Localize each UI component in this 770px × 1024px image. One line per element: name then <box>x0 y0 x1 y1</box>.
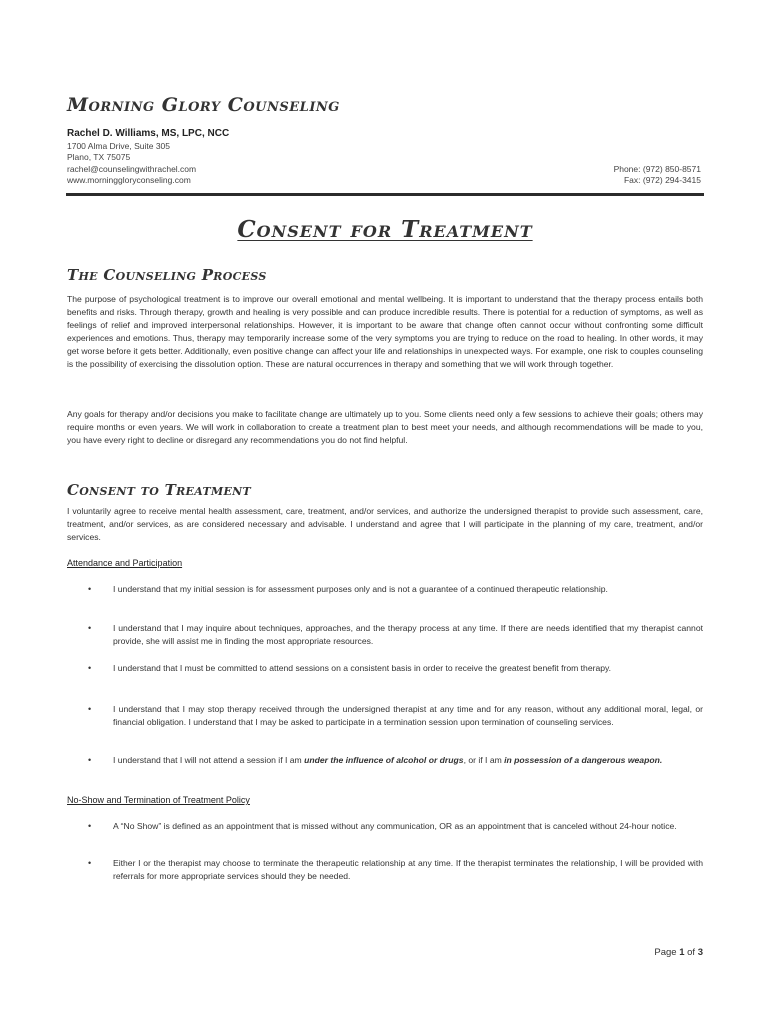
bullet-icon: • <box>88 858 92 868</box>
bullet-icon: • <box>88 704 92 714</box>
list-item: • Either I or the therapist may choose to terminate the therapeutic relationship at any time. If the therapist terminates the relationship, I will be provided with referrals for more appropriate services should they be needed. <box>88 858 703 881</box>
emphasis-weapon: in possession of a dangerous weapon. <box>504 755 663 765</box>
list-item: • I understand that I may stop therapy received through the undersigned therapist at any time and for any reason, without any additional moral, legal, or financial obligation. I understand that I may be asked to participate in a termination session upon termination of counseling services. <box>88 704 703 727</box>
counseling-process-paragraph-1: The purpose of psychological treatment is to improve our overall emotional and mental wellbeing. It is important to understand that the therapy process entails both benefits and risks. Through therapy, growth and healing is very possible and can produce incredible results. There is potential for a reduction of symptoms, as well as feelings of relief and improved interpersonal relationships. However, it is important to be aware that change often cannot occur without confronting some difficult experiences and emotions. Thus, therapy may temporarily increase some of the very symptoms you are trying to reduce on the road to healing. In other words, it may get worse before it gets better. Additionally, even positive change can affect your life and relationships in unexpected ways. For example, one risk to couples counseling is the possibility of exercising the dissolution option. These are natural occurrences in therapy and something that we will work through together. <box>67 294 703 369</box>
page-number: Page 1 of 3 <box>654 947 703 958</box>
header-divider <box>66 193 704 196</box>
address-line-1: 1700 Alma Drive, Suite 305 <box>67 141 171 151</box>
counseling-process-paragraph-2: Any goals for therapy and/or decisions you make to facilitate change are ultimately up to you. Some clients need only a few sessions to achieve their goals; others may require months or even years. We will work in collaboration to create a treatment plan to best meet your needs, and although recommendations will be made to you, you have every right to decline or disregard any recommendations you do not find helpful. <box>67 409 703 445</box>
bullet-icon: • <box>88 821 92 831</box>
email: rachel@counselingwithrachel.com <box>67 164 197 174</box>
practice-name: Morning Glory Counseling <box>67 94 340 116</box>
bullet-icon: • <box>88 663 92 673</box>
list-item: • I understand that I must be committed to attend sessions on a consistent basis in order to receive the greatest benefit from therapy. <box>88 663 612 673</box>
section-heading-consent-to-treatment: Consent to Treatment <box>67 481 251 499</box>
website: www.morninggloryconseling.com <box>67 175 191 185</box>
list-item: • I understand that my initial session is for assessment purposes only and is not a guarantee of a continued therapeutic relationship. <box>88 584 608 594</box>
fax: Fax: (972) 294-3415 <box>623 175 701 185</box>
noshow-subheading: No-Show and Termination of Treatment Policy <box>67 795 250 805</box>
phone: Phone: (972) 850-8571 <box>613 164 701 174</box>
attendance-subheading: Attendance and Participation <box>67 558 183 568</box>
consent-paragraph: I voluntarily agree to receive mental health assessment, care, treatment, and/or services, and authorize the undersigned therapist to provide such assessment, care, treatment, and/or services, as are considered necessary and advisable. I understand and agree that I will participate in the planning of my care, treatment, and/or services. <box>67 506 703 542</box>
document-title: Consent for Treatment <box>237 216 533 243</box>
list-item: • I understand that I will not attend a session if I am under the influence of alcohol or drugs, or if I am in possession of a dangerous weapon. <box>88 755 663 765</box>
bullet-icon: • <box>88 584 92 594</box>
therapist-name: Rachel D. Williams, MS, LPC, NCC <box>67 128 230 139</box>
list-item: • A “No Show” is defined as an appointment that is missed without any communication, OR as an appointment that is canceled without 24-hour notice. <box>88 821 677 831</box>
address-line-2: Plano, TX 75075 <box>67 152 131 162</box>
emphasis-substances: under the influence of alcohol or drugs <box>304 755 464 765</box>
bullet-icon: • <box>88 623 92 633</box>
bullet-icon: • <box>88 755 92 765</box>
list-item: • I understand that I may inquire about techniques, approaches, and the therapy process at any time. If there are needs identified that my therapist cannot provide, she will assist me in finding the most appropriate resources. <box>88 623 703 646</box>
section-heading-counseling-process: The Counseling Process <box>67 266 267 284</box>
